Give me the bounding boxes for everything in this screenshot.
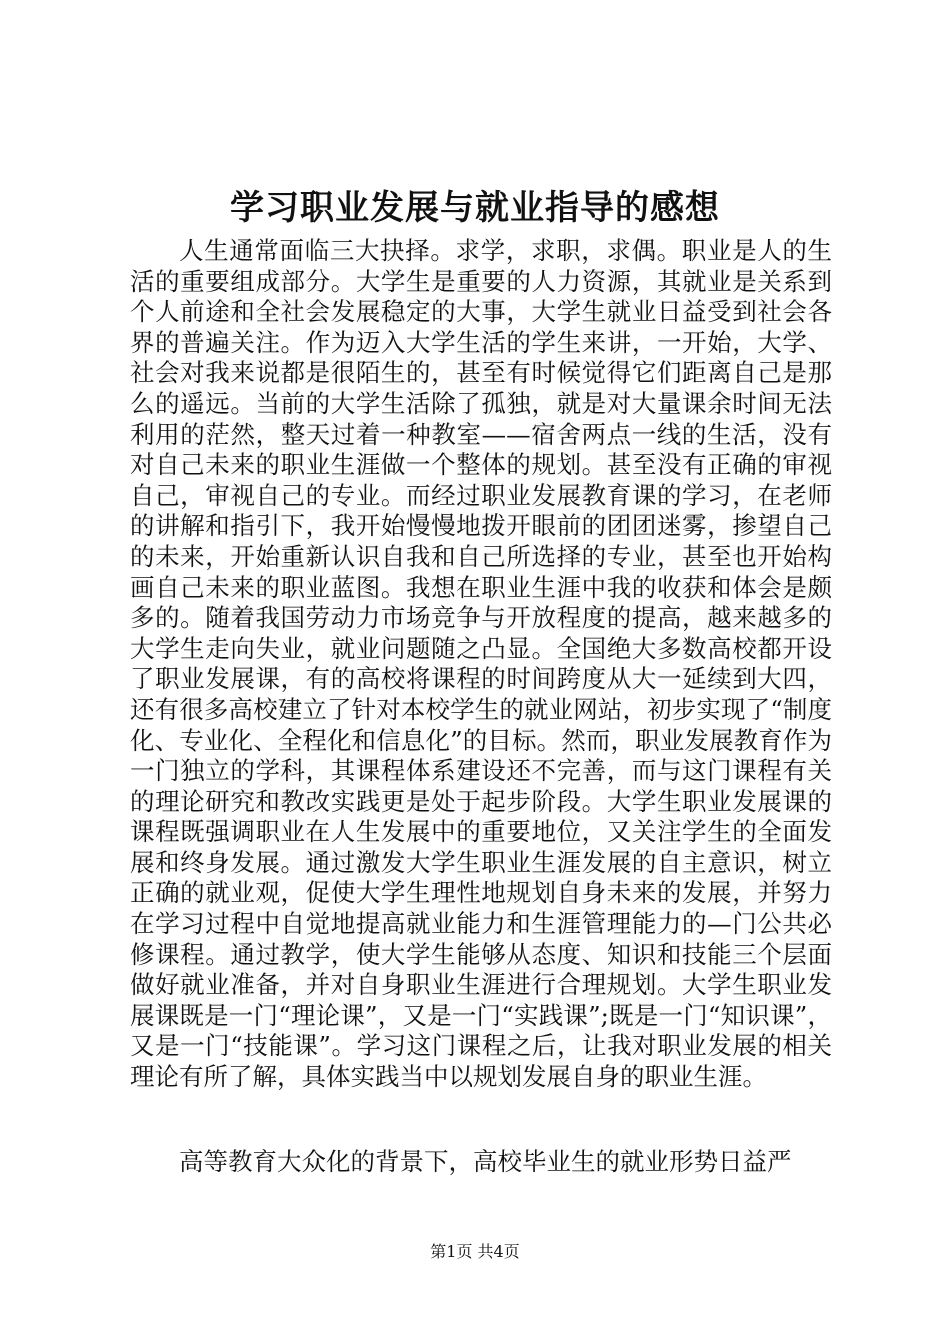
body-paragraph: 高等教育大众化的背景下，高校毕业生的就业形势日益严 — [179, 1147, 792, 1176]
body-paragraph: 人生通常面临三大抉择。求学，求职，求偶。职业是人的生活的重要组成部分。大学生是重要的人力资源，其就业是关系到个人前途和全社会发展稳定的大事，大学生就业日益受到社会各界的普遍关注。作为迈入大学生活的学生来讲，一开始，大学、社会对我来说都是很陌生的，甚至有时候觉得它们距离自己是那么的遥远。当前的大学生活除了孤独，就是对大量课余时间无法利用的茫然，整天过着一种教室——宿舍两点一线的生活，没有对自己未来的职业生涯做一个整体的规划。甚至没有正确的审视自己，审视自己的专业。而经过职业发展教育课的学习，在老师的讲解和指引下，我开始慢慢地拨开眼前的团团迷雾，掺望自己的未来，开始重新认识自我和自己所选择的专业，甚至也开始构画自己未来的职业蓝图。我想在职业生涯中我的收获和体会是颇多的。随着我国劳动力市场竞争与开放程度的提高，越来越多的大学生走向失业，就业问题随之凸显。全国绝大多数高校都开设了职业发展课，有的高校将课程的时间跨度从大一延续到大四，还有很多高校建立了针对本校学生的就业网站，初步实现了“制度化、专业化、全程化和信息化”的目标。然而，职业发展教育作为一门独立的学科，其课程体系建设还不完善，而与这门课程有关的理论研究和教改实践更是处于起步阶段。大学生职业发展课的课程既强调职业在人生发展中的重要地位，又关注学生的全面发展和终身发展。通过激发大学生职业生涯发展的自主意识，树立正确的就业观，促使大学生理性地规划自身未来的发展，并努力在学习过程中自觉地提高就业能力和生涯管理能力的—门公共必修课程。通过教学，使大学生能够从态度、知识和技能三个层面做好就业准备，并对自身职业生涯进行合理规划。大学生职业发展课既是一门“理论课”，又是一门“实践课”;既是一门“知识课”，又是一门“技能课”。学习这门课程之后，让我对职业发展的相关理论有所了解，具体实践当中以规划发展自身的职业生涯。 — [130, 236, 832, 1092]
document-title: 学习职业发展与就业指导的感想 — [230, 188, 720, 228]
page-footer: 第1页 共4页 — [430, 1242, 520, 1261]
